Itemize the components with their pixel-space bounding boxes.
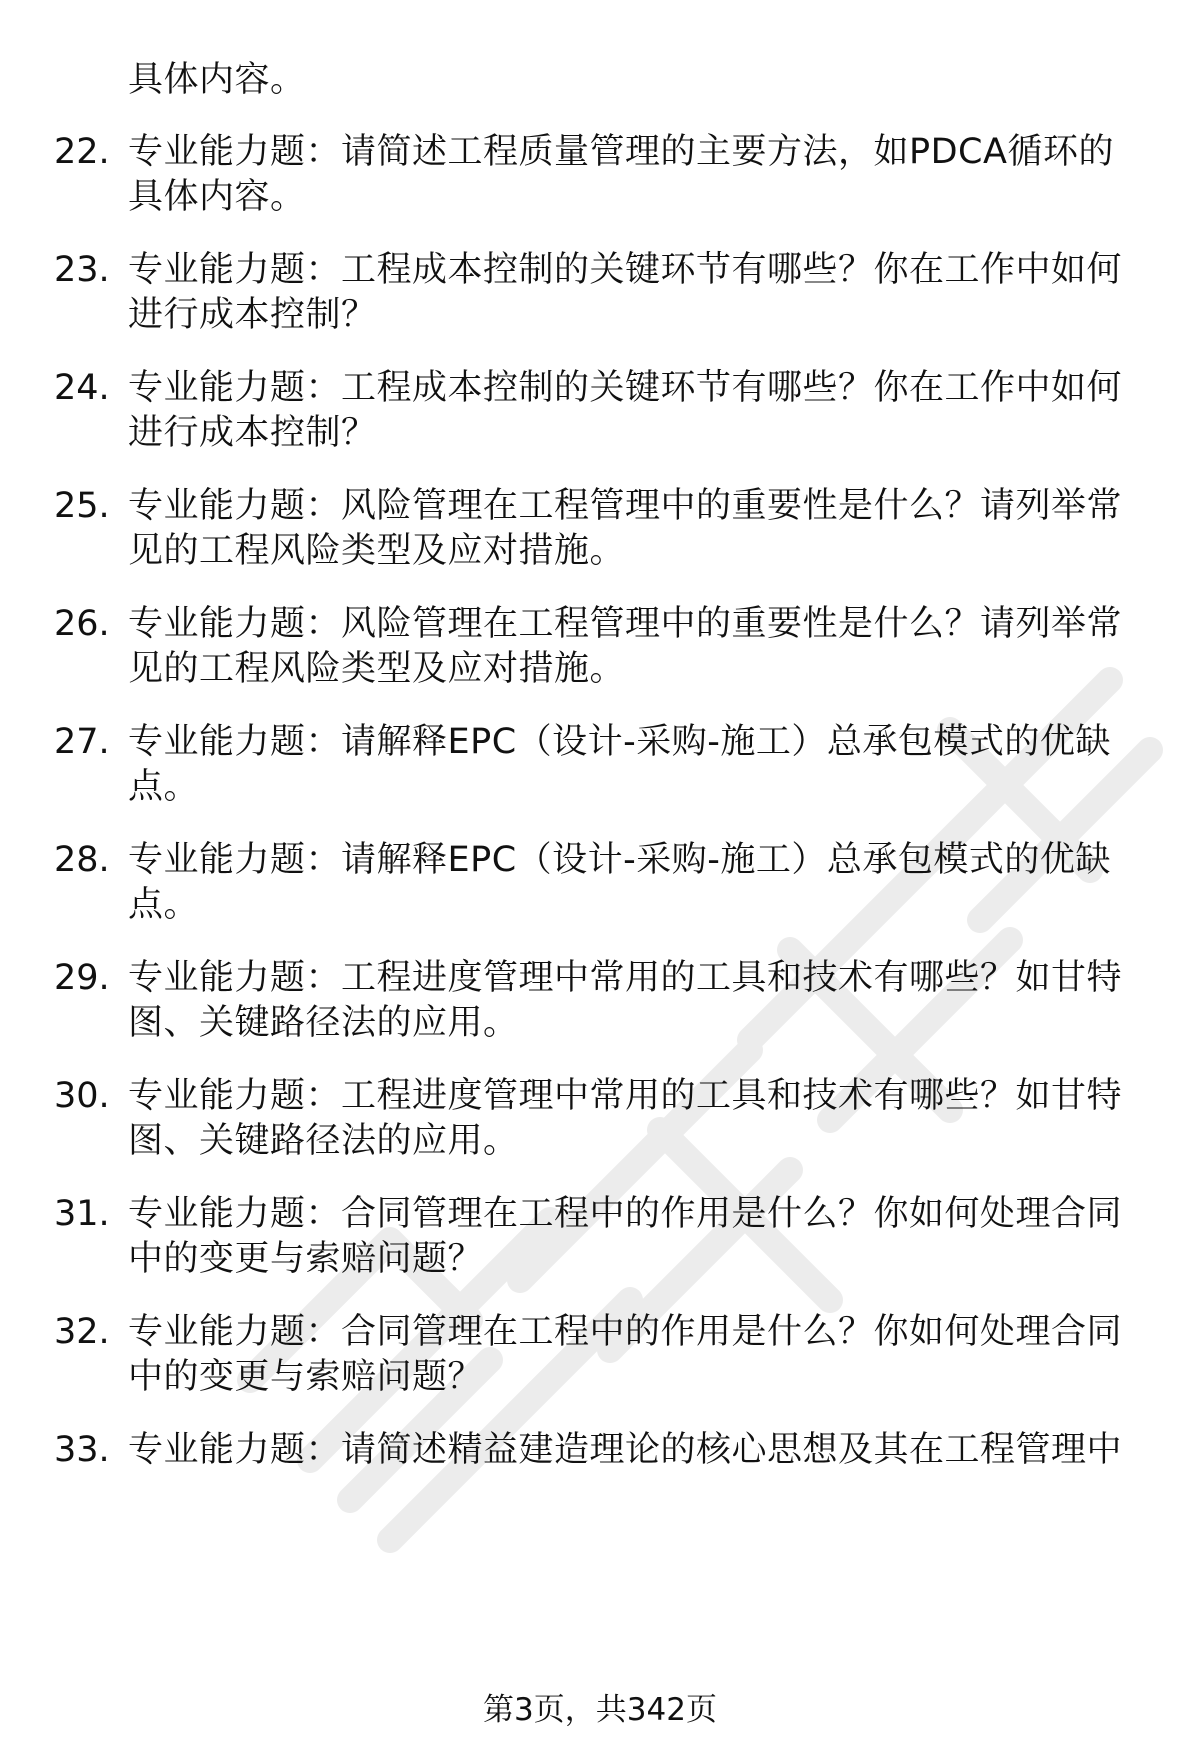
question-number: 23. xyxy=(54,250,110,290)
question-text-line1: 专业能力题：合同管理在工程中的作用是什么？你如何处理合同 xyxy=(128,1194,1123,1234)
question-number: 27. xyxy=(54,722,110,762)
question-text-line2: 点。 xyxy=(128,885,200,925)
question-text-line1: 专业能力题：风险管理在工程管理中的重要性是什么？请列举常 xyxy=(128,486,1123,526)
question-number: 30. xyxy=(54,1076,110,1116)
question-text-line2: 见的工程风险类型及应对措施。 xyxy=(128,649,626,689)
question-number: 26. xyxy=(54,604,110,644)
question-text-line1: 专业能力题：工程成本控制的关键环节有哪些？你在工作中如何 xyxy=(128,368,1123,408)
question-text-line2: 进行成本控制？ xyxy=(128,295,377,335)
question-text-line1: 专业能力题：工程进度管理中常用的工具和技术有哪些？如甘特 xyxy=(128,1076,1123,1116)
question-text-line2: 图、关键路径法的应用。 xyxy=(128,1003,519,1043)
question-number: 24. xyxy=(54,368,110,408)
question-text-line2: 进行成本控制？ xyxy=(128,413,377,453)
question-number: 31. xyxy=(54,1194,110,1234)
page-footer: 第3页，共342页 xyxy=(483,1692,717,1728)
question-number: 22. xyxy=(54,132,110,172)
question-text-line1: 专业能力题：工程进度管理中常用的工具和技术有哪些？如甘特 xyxy=(128,958,1123,998)
continuation-text: 具体内容。 xyxy=(128,60,306,100)
question-number: 29. xyxy=(54,958,110,998)
question-text-line2: 图、关键路径法的应用。 xyxy=(128,1121,519,1161)
question-text-line1: 专业能力题：请简述工程质量管理的主要方法，如PDCA循环的 xyxy=(128,132,1114,172)
question-text-line2: 点。 xyxy=(128,767,200,807)
question-number: 25. xyxy=(54,486,110,526)
question-text-line1: 专业能力题：合同管理在工程中的作用是什么？你如何处理合同 xyxy=(128,1312,1123,1352)
question-text-line1: 专业能力题：风险管理在工程管理中的重要性是什么？请列举常 xyxy=(128,604,1123,644)
question-text-line1: 专业能力题：请解释EPC（设计-采购-施工）总承包模式的优缺 xyxy=(128,722,1111,762)
question-text-line1: 专业能力题：请简述精益建造理论的核心思想及其在工程管理中 xyxy=(128,1430,1123,1470)
question-text-line2: 具体内容。 xyxy=(128,177,306,217)
question-number: 28. xyxy=(54,840,110,880)
question-number: 32. xyxy=(54,1312,110,1352)
question-text-line1: 专业能力题：工程成本控制的关键环节有哪些？你在工作中如何 xyxy=(128,250,1123,290)
question-text-line2: 中的变更与索赔问题？ xyxy=(128,1239,484,1279)
question-text-line1: 专业能力题：请解释EPC（设计-采购-施工）总承包模式的优缺 xyxy=(128,840,1111,880)
question-number: 33. xyxy=(54,1430,110,1470)
question-text-line2: 见的工程风险类型及应对措施。 xyxy=(128,531,626,571)
question-text-line2: 中的变更与索赔问题？ xyxy=(128,1357,484,1397)
